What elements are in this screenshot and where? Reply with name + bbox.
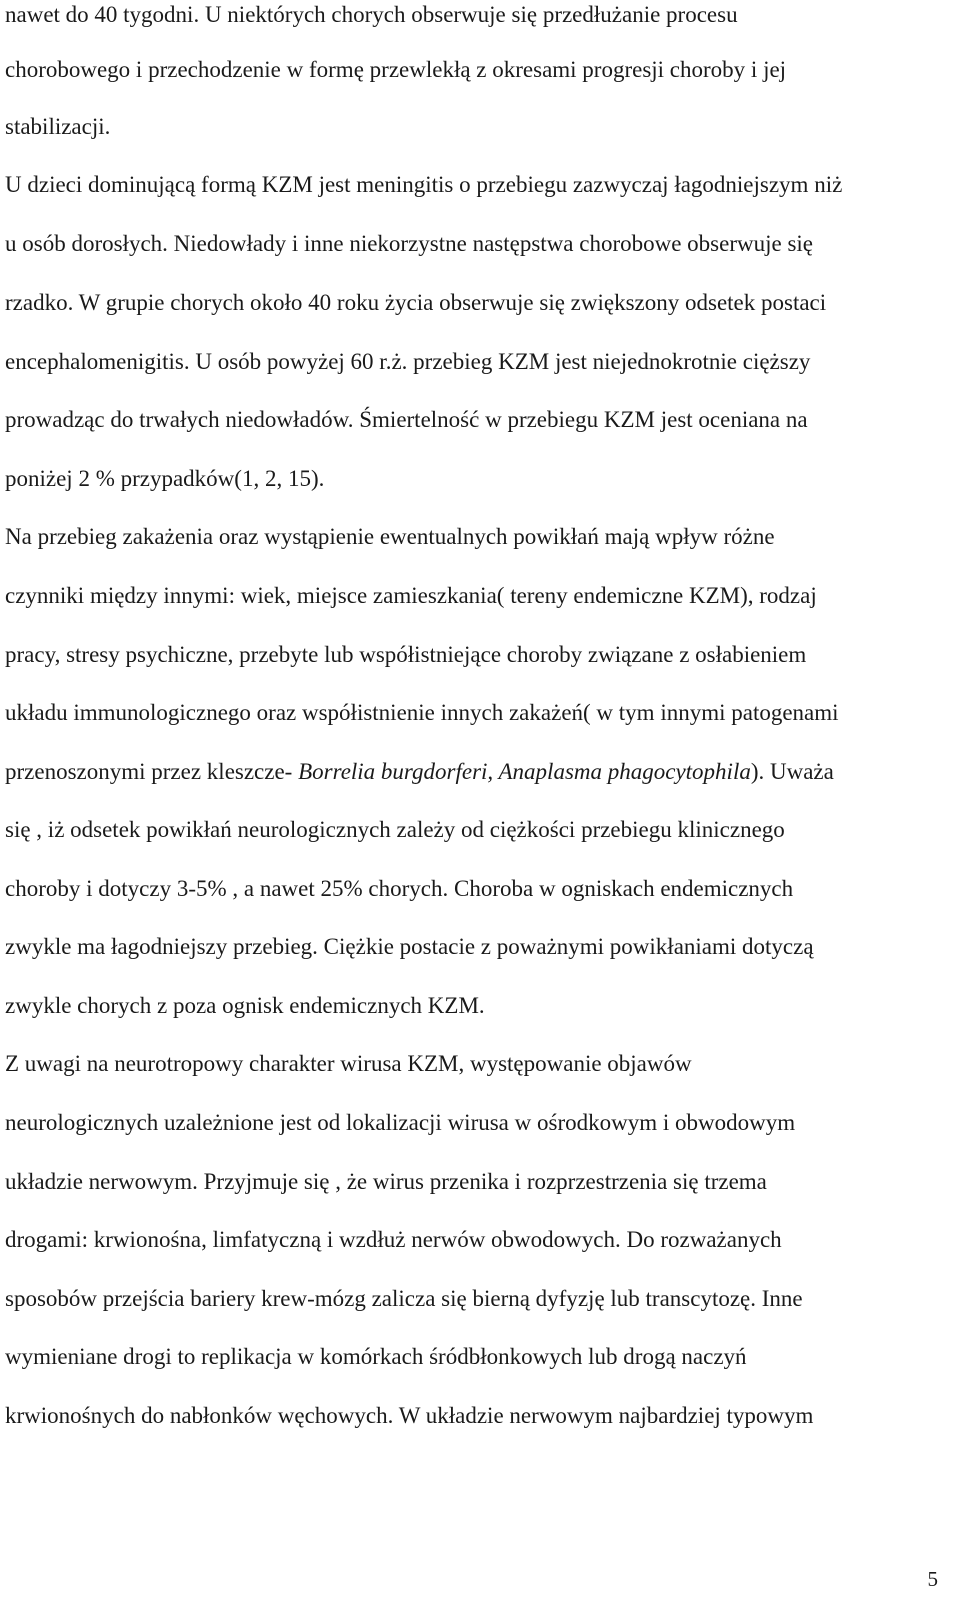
- text-line-8: prowadząc do trwałych niedowładów. Śmiertelność w przebiegu KZM jest oceniana na: [5, 407, 808, 432]
- text-line-5: u osób dorosłych. Niedowłady i inne niekorzystne następstwa chorobowe obserwuje się: [5, 231, 814, 256]
- text-line-18: zwykle chorych z poza ognisk endemicznych KZM.: [5, 993, 485, 1018]
- text-line-10: Na przebieg zakażenia oraz wystąpienie ewentualnych powikłań mają wpływ różne: [5, 524, 775, 549]
- text-line-14: [5, 757, 834, 787]
- text-line-12: pracy, stresy psychiczne, przebyte lub współistniejące choroby związane z osłabieniem: [5, 642, 807, 667]
- text-line-20: neurologicznych uzależnione jest od lokalizacji wirusa w ośrodkowym i obwodowym: [5, 1110, 796, 1135]
- text-line-23: sposobów przejścia bariery krew-mózg zalicza się bierną dyfyzję lub transcytozę. Inne: [5, 1286, 803, 1311]
- text-line-22: drogami: krwionośna, limfatyczną i wzdłuż nerwów obwodowych. Do rozważanych: [5, 1227, 782, 1252]
- text-line-16: choroby i dotyczy 3-5% , a nawet 25% chorych. Choroba w ogniskach endemicznych: [5, 876, 794, 901]
- text-line-25: krwionośnych do nabłonków węchowych. W układzie nerwowym najbardziej typowym: [5, 1403, 814, 1428]
- text-line-9: poniżej 2 % przypadków(1, 2, 15).: [5, 466, 325, 491]
- text-line-2: chorobowego i przechodzenie w formę przewlekłą z okresami progresji choroby i jej: [5, 57, 787, 82]
- text-line-17: zwykle ma łagodniejszy przebieg. Ciężkie postacie z poważnymi powikłaniami dotyczą: [5, 934, 814, 959]
- text-line-7: encephalomenigitis. U osób powyżej 60 r.ż. przebieg KZM jest niejednokrotnie cięższy: [5, 349, 811, 374]
- text-line-11: czynniki między innymi: wiek, miejsce zamieszkania( tereny endemiczne KZM), rodzaj: [5, 583, 817, 608]
- page-number: 5: [927, 1567, 938, 1591]
- text-line-21: układzie nerwowym. Przyjmuje się , że wirus przenika i rozprzestrzenia się trzema: [5, 1169, 767, 1194]
- text-line-13: układu immunologicznego oraz współistnienie innych zakażeń( w tym innymi patogenami: [5, 700, 839, 725]
- text-line-4: U dzieci dominującą formą KZM jest meningitis o przebiegu zazwyczaj łagodniejszym niż: [5, 172, 843, 197]
- text-line-24: wymieniane drogi to replikacja w komórkach śródbłonkowych lub drogą naczyń: [5, 1344, 747, 1369]
- text-line-3: stabilizacji.: [5, 114, 111, 139]
- text-line-15: się , iż odsetek powikłań neurologicznych zależy od ciężkości przebiegu klinicznego: [5, 817, 785, 842]
- text-line-1: nawet do 40 tygodni. U niektórych chorych obserwuje się przedłużanie procesu: [5, 2, 738, 27]
- text-line-6: rzadko. W grupie chorych około 40 roku życia obserwuje się zwiększony odsetek postaci: [5, 290, 827, 315]
- species-names-italic: Borrelia burgdorferi, Anaplasma phagocytophila: [298, 759, 751, 784]
- text-line-14-before: przenoszonymi przez kleszcze-: [5, 759, 299, 784]
- text-line-19: Z uwagi na neurotropowy charakter wirusa KZM, występowanie objawów: [5, 1051, 692, 1076]
- text-line-14-after: ). Uważa: [750, 759, 834, 784]
